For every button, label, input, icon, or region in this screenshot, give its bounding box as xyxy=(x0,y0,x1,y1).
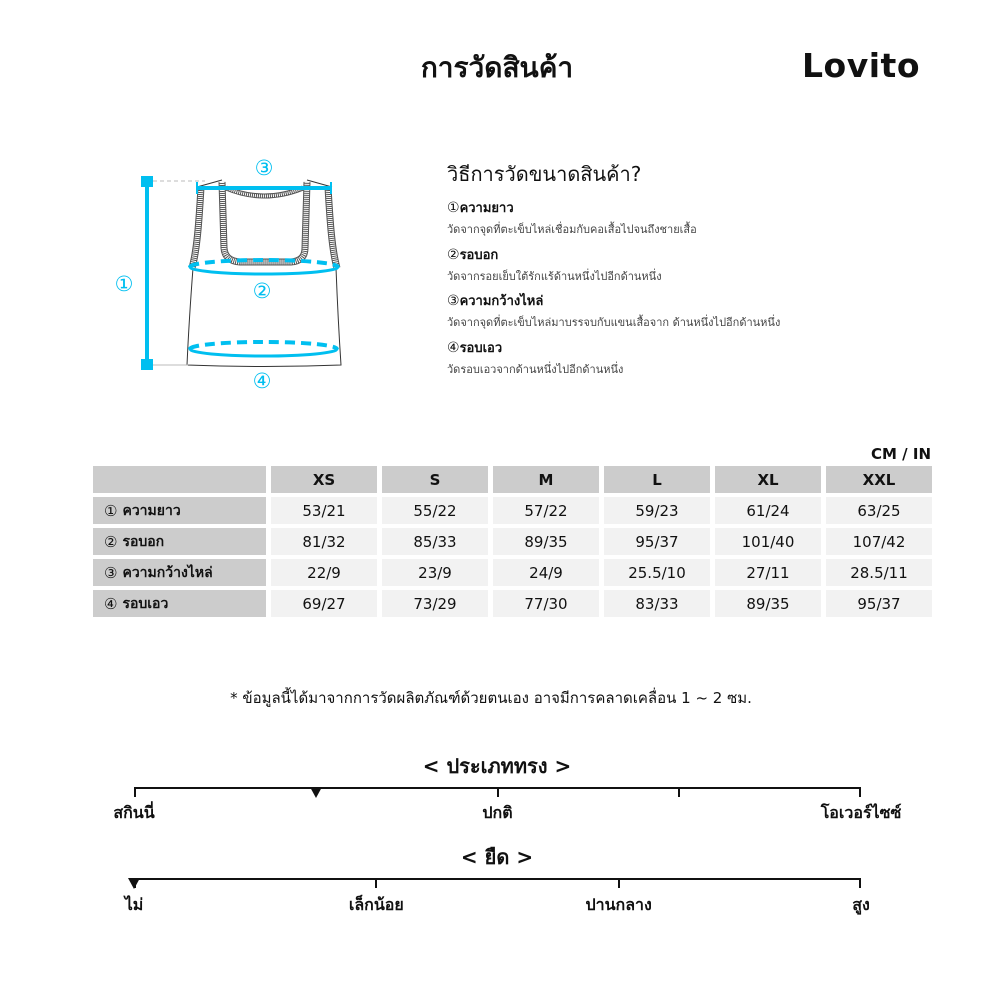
scale-tick xyxy=(497,787,499,797)
row-label-shoulder xyxy=(93,559,266,586)
table-corner-cell xyxy=(93,466,266,493)
brand-logo: Lovito xyxy=(802,46,920,85)
measure-guide xyxy=(447,160,887,383)
scale-tick xyxy=(859,787,861,797)
scale-tick xyxy=(375,878,377,888)
table-cell: 53/21 xyxy=(271,497,377,524)
guide-item-label: รอบอก xyxy=(459,247,499,263)
guide-item-number: ④ xyxy=(447,339,460,356)
row-label-chest xyxy=(93,528,266,555)
scale-tick xyxy=(618,878,620,888)
row-number: ② xyxy=(104,532,118,551)
scale-label: โอเวอร์ไซซ์ xyxy=(820,803,902,822)
guide-item-length xyxy=(447,197,887,219)
table-cell: 83/33 xyxy=(604,590,710,617)
scale-label: สูง xyxy=(852,895,870,914)
row-number: ① xyxy=(104,501,118,520)
scale-tick xyxy=(859,878,861,888)
guide-item-shoulder xyxy=(447,290,887,312)
row-label: ความกว้างไหล่ xyxy=(122,564,213,581)
table-cell: 77/30 xyxy=(493,590,599,617)
row-label: รอบอก xyxy=(122,533,165,550)
measurement-note: * ข้อมูลนี้ได้มาจากการวัดผลิตภัณฑ์ด้วยตนเอง อาจมีการคลาดเคลื่อน 1 ~ 2 ซม. xyxy=(230,689,752,707)
row-label: ความยาว xyxy=(122,502,181,519)
scale-label: สกินนี่ xyxy=(113,803,155,822)
length-measure xyxy=(141,176,153,370)
table-cell: 95/37 xyxy=(604,528,710,555)
fit-scale xyxy=(113,787,902,827)
table-cell: 95/37 xyxy=(826,590,932,617)
table-cell: 61/24 xyxy=(715,497,821,524)
marker-length: ① xyxy=(114,272,134,296)
table-cell: 85/33 xyxy=(382,528,488,555)
guide-item-label: ความยาว xyxy=(459,201,514,216)
table-cell: 25.5/10 xyxy=(604,559,710,586)
table-cell: 57/22 xyxy=(493,497,599,524)
table-cell: 89/35 xyxy=(493,528,599,555)
guide-item-label: รอบเอว xyxy=(459,340,503,356)
guide-item-number: ② xyxy=(447,246,460,263)
row-number: ④ xyxy=(104,594,118,613)
table-cell: 55/22 xyxy=(382,497,488,524)
table-cell: 24/9 xyxy=(493,559,599,586)
table-cell: 89/35 xyxy=(715,590,821,617)
guide-item-desc: วัดจากจุดที่ตะเข็บไหล่เชื่อมกับคอเสื้อไปจนถึงชายเสื้อ xyxy=(447,223,697,236)
guide-item-desc: วัดจากจุดที่ตะเข็บไหล่มาบรรจบกับแขนเสื้อจาก ด้านหนึ่งไปอีกด้านหนึ่ง xyxy=(447,316,781,329)
row-number: ③ xyxy=(104,563,118,582)
stretch-scale xyxy=(124,878,870,918)
unit-label: CM / IN xyxy=(871,445,931,463)
guide-item-label: ความกว้างไหล่ xyxy=(459,294,544,309)
table-cell: 73/29 xyxy=(382,590,488,617)
size-header: XXL xyxy=(826,466,932,493)
scale-marker-icon xyxy=(310,787,322,798)
table-cell: 27/11 xyxy=(715,559,821,586)
page-title: การวัดสินค้า xyxy=(420,51,574,84)
guide-item-desc: วัดรอบเอวจากด้านหนึ่งไปอีกด้านหนึ่ง xyxy=(447,362,624,376)
stretch-scale-title: < ยืด > xyxy=(460,845,534,869)
table-cell: 101/40 xyxy=(715,528,821,555)
guide-item-desc: วัดจากรอยเย็บใต้รักแร้ด้านหนึ่งไปอีกด้านหนึ่ง xyxy=(447,269,662,283)
scale-label: เล็กน้อย xyxy=(348,895,404,914)
guide-item-number: ① xyxy=(447,200,460,216)
row-label: รอบเอว xyxy=(122,595,169,612)
marker-shoulder: ③ xyxy=(254,156,274,180)
scale-label: ปานกลาง xyxy=(585,895,652,914)
scale-label: ปกติ xyxy=(482,803,513,822)
scale-marker-icon xyxy=(128,878,140,889)
size-header: M xyxy=(493,466,599,493)
right-shoulder-line xyxy=(307,180,332,187)
left-shoulder-line xyxy=(197,180,222,187)
table-cell: 59/23 xyxy=(604,497,710,524)
marker-chest: ② xyxy=(252,279,272,303)
table-cell: 63/25 xyxy=(826,497,932,524)
table-cell: 28.5/11 xyxy=(826,559,932,586)
size-table xyxy=(93,466,932,617)
table-cell: 22/9 xyxy=(271,559,377,586)
guide-item-number: ③ xyxy=(447,293,460,309)
fit-scale-title: < ประเภททรง > xyxy=(422,754,572,778)
stretch-scale-line xyxy=(134,878,861,880)
table-cell: 23/9 xyxy=(382,559,488,586)
guide-heading: วิธีการวัดขนาดสินค้า? xyxy=(447,162,642,186)
scale-tick xyxy=(134,787,136,797)
row-label-waist xyxy=(93,590,266,617)
scale-label: ไม่ xyxy=(124,895,144,914)
size-header: L xyxy=(604,466,710,493)
table-cell: 69/27 xyxy=(271,590,377,617)
measurement-diagram xyxy=(100,150,360,400)
marker-waist: ④ xyxy=(252,369,272,393)
scale-tick xyxy=(678,787,680,797)
shoulder-measure xyxy=(197,182,331,194)
guide-item-chest xyxy=(447,244,887,266)
table-cell: 107/42 xyxy=(826,528,932,555)
size-header: XL xyxy=(715,466,821,493)
size-header: XS xyxy=(271,466,377,493)
row-label-length xyxy=(93,497,266,524)
size-header: S xyxy=(382,466,488,493)
table-cell: 81/32 xyxy=(271,528,377,555)
guide-item-waist xyxy=(447,337,887,359)
